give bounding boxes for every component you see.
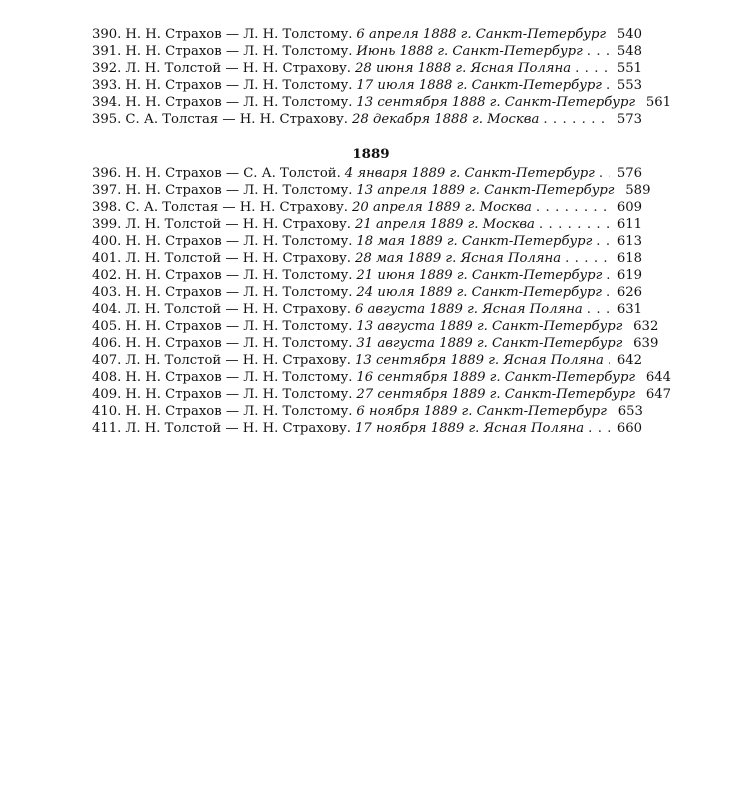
entry-correspondents: Н. Н. Страхов — Л. Н. Толстому. xyxy=(125,319,353,334)
entry-page-number: 632 xyxy=(633,319,659,334)
dot-leader xyxy=(536,199,610,216)
entry-date-place: 28 декабря 1888 г. Москва xyxy=(351,112,540,127)
entry-page-number: 611 xyxy=(616,217,642,232)
toc-section-1888 xyxy=(92,26,672,128)
entry-number: 410. xyxy=(92,404,122,419)
entry-page-number: 660 xyxy=(616,421,642,436)
entry-number: 390. xyxy=(92,27,122,42)
toc-entry[interactable] xyxy=(92,369,672,386)
entry-number: 397. xyxy=(92,183,122,198)
entry-number: 402. xyxy=(92,268,122,283)
entry-date-place: 28 июня 1888 г. Ясная Поляна xyxy=(354,61,572,76)
entry-page-number: 613 xyxy=(616,234,642,249)
entry-correspondents: Л. Н. Толстой — Н. Н. Страхову. xyxy=(125,353,351,368)
entry-correspondents: Н. Н. Страхов — Л. Н. Толстому. xyxy=(125,268,353,283)
entry-correspondents: Л. Н. Толстой — Н. Н. Страхову. xyxy=(125,302,351,317)
entry-date-place: 13 апреля 1889 г. Санкт-Петербург xyxy=(356,183,615,198)
toc-entry[interactable] xyxy=(92,250,642,267)
entry-date-place: 13 сентября 1888 г. Санкт-Петербург xyxy=(356,95,636,110)
toc-entry[interactable] xyxy=(92,77,642,94)
entry-page-number: 540 xyxy=(616,27,643,42)
toc-entry[interactable] xyxy=(92,111,642,128)
entry-date-place: 6 августа 1889 г. Ясная Поляна xyxy=(354,302,583,317)
toc-entry[interactable] xyxy=(92,60,642,77)
toc-entry[interactable] xyxy=(92,318,659,335)
dot-leader xyxy=(606,284,610,301)
entry-correspondents: Л. Н. Толстой — Н. Н. Страхову. xyxy=(125,421,351,436)
dot-leader xyxy=(539,216,610,233)
entry-correspondents: Н. Н. Страхов — Л. Н. Толстому. xyxy=(125,387,353,402)
entry-page-number: 626 xyxy=(616,285,642,300)
entry-correspondents: Н. Н. Страхов — Л. Н. Толстому. xyxy=(125,44,353,59)
entry-number: 393. xyxy=(92,78,122,93)
entry-number: 398. xyxy=(92,200,122,215)
entry-number: 392. xyxy=(92,61,122,76)
entry-page-number: 589 xyxy=(625,183,651,198)
table-of-contents xyxy=(92,26,672,437)
entry-date-place: Июнь 1888 г. Санкт-Петербург xyxy=(356,44,583,59)
entry-correspondents: Л. Н. Толстой — Н. Н. Страхову. xyxy=(125,61,351,76)
entry-date-place: 21 июня 1889 г. Санкт-Петербург xyxy=(356,268,603,283)
toc-section-1889 xyxy=(92,165,672,437)
entry-number: 406. xyxy=(92,336,122,351)
entry-date-place: 27 сентября 1889 г. Санкт-Петербург xyxy=(356,387,636,402)
entry-date-place: 13 сентября 1889 г. Ясная Поляна xyxy=(354,353,604,368)
entry-correspondents: С. А. Толстая — Н. Н. Страхову. xyxy=(125,112,348,127)
toc-entry[interactable] xyxy=(92,284,642,301)
dot-leader xyxy=(599,165,610,182)
entry-page-number: 642 xyxy=(616,353,642,368)
entry-number: 409. xyxy=(92,387,122,402)
dot-leader xyxy=(588,420,610,437)
year-heading: 1889 xyxy=(352,146,390,162)
toc-entry[interactable] xyxy=(92,301,642,318)
dot-leader xyxy=(606,267,610,284)
dot-leader xyxy=(575,60,610,77)
entry-page-number: 551 xyxy=(616,61,642,76)
toc-entry[interactable] xyxy=(92,403,642,420)
entry-number: 396. xyxy=(92,166,122,181)
dot-leader xyxy=(543,111,610,128)
entry-date-place: 4 января 1889 г. Санкт-Петербург xyxy=(344,166,595,181)
entry-number: 405. xyxy=(92,319,122,334)
toc-entry[interactable] xyxy=(92,352,642,369)
entry-number: 394. xyxy=(92,95,122,110)
toc-entry[interactable] xyxy=(92,233,642,250)
entry-number: 399. xyxy=(92,217,122,232)
entry-page-number: 653 xyxy=(617,404,643,419)
entry-date-place: 17 ноября 1889 г. Ясная Поляна xyxy=(354,421,585,436)
entry-page-number: 553 xyxy=(616,78,642,93)
entry-number: 400. xyxy=(92,234,122,249)
dot-leader xyxy=(596,233,610,250)
entry-page-number: 619 xyxy=(616,268,642,283)
entry-correspondents: Н. Н. Страхов — Л. Н. Толстому. xyxy=(125,78,353,93)
toc-entry[interactable] xyxy=(92,94,672,111)
entry-date-place: 6 апреля 1888 г. Санкт-Петербург xyxy=(356,27,607,42)
entry-correspondents: Н. Н. Страхов — Л. Н. Толстому. xyxy=(125,234,353,249)
entry-date-place: 16 сентября 1889 г. Санкт-Петербург xyxy=(356,370,636,385)
entry-number: 403. xyxy=(92,285,122,300)
entry-page-number: 561 xyxy=(645,95,672,110)
entry-number: 395. xyxy=(92,112,122,127)
entry-date-place: 17 июля 1888 г. Санкт-Петербург xyxy=(356,78,602,93)
entry-date-place: 31 августа 1889 г. Санкт-Петербург xyxy=(356,336,623,351)
toc-entry[interactable] xyxy=(92,386,672,403)
toc-entry[interactable] xyxy=(92,335,659,352)
entry-page-number: 576 xyxy=(616,166,642,181)
entry-page-number: 573 xyxy=(616,112,642,127)
toc-entry[interactable] xyxy=(92,165,642,182)
entry-page-number: 609 xyxy=(616,200,642,215)
entry-date-place: 21 апреля 1889 г. Москва xyxy=(354,217,535,232)
toc-entry[interactable] xyxy=(92,267,642,284)
toc-entry[interactable] xyxy=(92,216,642,233)
entry-page-number: 618 xyxy=(616,251,642,266)
entry-correspondents: Л. Н. Толстой — Н. Н. Страхову. xyxy=(125,251,351,266)
toc-entry[interactable] xyxy=(92,420,642,437)
dot-leader xyxy=(587,43,610,60)
dot-leader xyxy=(606,77,610,94)
entry-number: 401. xyxy=(92,251,122,266)
entry-correspondents: Н. Н. Страхов — Л. Н. Толстому. xyxy=(125,336,353,351)
entry-correspondents: Н. Н. Страхов — Л. Н. Толстому. xyxy=(125,27,353,42)
dot-leader xyxy=(608,352,610,369)
entry-date-place: 20 апреля 1889 г. Москва xyxy=(351,200,532,215)
entry-number: 407. xyxy=(92,353,122,368)
toc-entry[interactable] xyxy=(92,43,642,60)
toc-entry[interactable] xyxy=(92,199,642,216)
entry-number: 411. xyxy=(92,421,122,436)
entry-page-number: 639 xyxy=(633,336,659,351)
entry-correspondents: Н. Н. Страхов — Л. Н. Толстому. xyxy=(125,183,353,198)
entry-page-number: 548 xyxy=(616,44,642,59)
entry-page-number: 631 xyxy=(616,302,642,317)
entry-correspondents: Н. Н. Страхов — Л. Н. Толстому. xyxy=(125,404,353,419)
entry-page-number: 644 xyxy=(645,370,672,385)
entry-correspondents: Н. Н. Страхов — С. А. Толстой. xyxy=(125,166,341,181)
dot-leader xyxy=(587,301,610,318)
entry-date-place: 6 ноября 1889 г. Санкт-Петербург xyxy=(356,404,607,419)
entry-correspondents: Н. Н. Страхов — Л. Н. Толстому. xyxy=(125,370,353,385)
toc-entry[interactable] xyxy=(92,26,642,43)
entry-correspondents: Л. Н. Толстой — Н. Н. Страхову. xyxy=(125,217,351,232)
entry-correspondents: С. А. Толстая — Н. Н. Страхову. xyxy=(125,200,348,215)
entry-date-place: 18 мая 1889 г. Санкт-Петербург xyxy=(356,234,593,249)
entry-correspondents: Н. Н. Страхов — Л. Н. Толстому. xyxy=(125,285,353,300)
entry-number: 408. xyxy=(92,370,122,385)
dot-leader xyxy=(565,250,610,267)
entry-page-number: 647 xyxy=(645,387,672,402)
toc-entry[interactable] xyxy=(92,182,651,199)
entry-date-place: 24 июля 1889 г. Санкт-Петербург xyxy=(356,285,602,300)
entry-number: 404. xyxy=(92,302,122,317)
entry-correspondents: Н. Н. Страхов — Л. Н. Толстому. xyxy=(125,95,353,110)
entry-number: 391. xyxy=(92,44,122,59)
entry-date-place: 13 августа 1889 г. Санкт-Петербург xyxy=(356,319,623,334)
entry-date-place: 28 мая 1889 г. Ясная Поляна xyxy=(354,251,562,266)
